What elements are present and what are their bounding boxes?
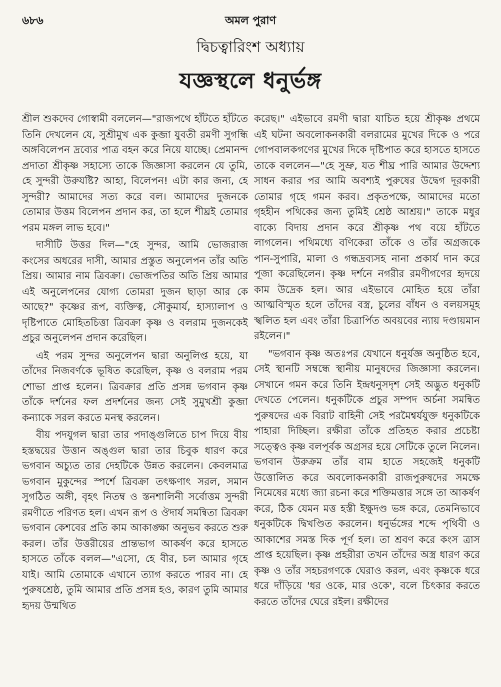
left-column	[22, 112, 248, 677]
running-head: অমল পুরাণ	[224, 14, 277, 27]
page-header	[22, 12, 479, 28]
left-paragraph-2: দাসীটি উত্তর দিল—"হে সুন্দর, আমি ভোজরাজ কংসের অধরের দাসী, আমার প্রস্তুত অনুলেপন তাঁর অতি প্রিয়। আমার নাম ত্রিবক্রা। ভোজপতির অতি প্রিয় আমার এই অনুলেপনের যোগ্য তোমরা দুজন ছাড়া আর কে আছে?" কৃষ্ণের রূপ, ব্যক্তিত্ব, সৌকুমার্য, হাস্যালাপ ও দৃষ্টিপাতে মোহিতচিত্তা ত্রিবক্রা কৃষ্ণ ও বলরাম দুজনকেই প্রচুর অনুলেপন প্রদান করেছিল।	[22, 240, 248, 344]
right-paragraph-1: করেছ।" এইভাবে রমণী দ্বারা যাচিত হয়ে শ্রীকৃষ্ণ প্রথমে এই ঘটনা অবলোকনকারী বলরামের মুখের দিকে ও পরে গোপবালকগণের মুখের দিকে দৃষ্টিপাত করে হাসতে হাসতে তাকে বললেন—"হে সুভ্রু, যত শীঘ্র পারি আমার উদ্দেশ্য সাধন করার পর আমি অবশ্যই পুরুষের উদ্বেগ দূরকারী তোমার গৃহে গমন করব। প্রকৃতপক্ষে, আমাদের মতো গৃহহীন পথিকের জন্য তুমিই শ্রেষ্ঠ আশ্রয়।" তাকে মধুর বাক্যে বিদায় প্রদান করে শ্রীকৃষ্ণ পথ বয়ে হাঁটতে লাগলেন। পথিমধ্যে বণিকেরা তাঁকে ও তাঁর অগ্রজকে পান-সুপারি, মালা ও গন্ধদ্রব্যসহ নানা প্রকার্য দান করে পূজা করেছিলেন। কৃষ্ণ দর্শনে নগরীর রমণীগণের হৃদয়ে কাম উদ্রেক হল। আর এইভাবে মোহিত হয়ে তাঁরা আত্মবিস্মৃত হলে তাঁদের বস্ত্র, চুলের বাঁধন ও বলয়সমূহ স্খলিত হল এবং তাঁরা চিত্রার্পিত অবয়বের ন্যায় দণ্ডায়মান রইলেন।"	[254, 114, 480, 342]
right-paragraph-2: "ভগবান কৃষ্ণ অতঃপর যেখানে ধনুর্যজ্ঞ অনুষ্ঠিত হবে, সেই স্থানটি সম্বন্ধে স্থানীয় মানুষদের জিজ্ঞাসা করলেন। সেখানে গমন করে তিনি ইন্দ্রধনুসদৃশ সেই অদ্ভুত ধনুকটি দেখতে পেলেন। ধনুকটিকে প্রচুর সম্পদ অর্চনা সমন্বিত পুরুষদের এক বিরাট বাহিনী সেই পরমৈশ্বর্যযুক্ত ধনুকটিকে পাহারা দিচ্ছিল। রক্ষীরা তাঁকে প্রতিহত করার প্রচেষ্টা সত্ত্বেও কৃষ্ণ বলপূর্বক অগ্রসর হয়ে সেটিকে তুলে নিলেন। ভগবান উরুক্রম তাঁর বাম হাতে সহজেই ধনুকটি উত্তোলিত করে অবলোকনকারী রাজপুরুষদের সমক্ষে নিমেষের মধ্যে জ্যা রচনা করে শক্তিমত্তার সঙ্গে তা আকর্ষণ করে, ঠিক যেমন মত্ত হস্তী ইক্ষুদণ্ড ভঙ্গ করে, তেমনিভাবে ধনুকটিকে দ্বিখণ্ডিত করলেন। ধনুর্ভঙ্গের শব্দে পৃথিবী ও আকাশের সমস্ত দিক পূর্ণ হল। তা শ্রবণ করে কংস ত্রাস প্রাপ্ত হয়েছিল। কৃষ্ণ প্রহরীরা তখন তাঁদের অস্ত্র ধারণ করে কৃষ্ণ ও তাঁর সহচরগণকে ঘেরাও করল, এবং কৃষ্ণকে ধরে ধরে দাঁড়িয়ে 'ধর ওকে, মার ওকে', বলে চিৎকার করতে করতে তাঁদের ঘেরে রইল। রক্ষীদের	[254, 348, 480, 608]
page-number: ৬৮৬	[22, 14, 44, 27]
left-paragraph-1: শ্রীল শুকদেব গোস্বামী বললেন—"রাজপথে হাঁটতে হাঁটতে তিনি দেখলেন যে, সুশ্রীমুখ এক কুব্জা যুবতী রমণী সুগন্ধি অঙ্গবিলেপন দ্রব্যের পাত্র বহন করে নিয়ে যাচ্ছে। প্রেমানন্দ প্রদাতা শ্রীকৃষ্ণ সহাস্যে তাকে জিজ্ঞাসা করলেন যে তুমি, হে সুন্দরী উরুযষ্টি? আহা, বিলেপন! এটা কার জন্য, হে সুন্দরী? আমাদের সত্য করে বল। আমাদের দুজনকে তোমার উত্তম বিলেপন প্রদান কর, তা হলে শীঘ্রই তোমার পরম মঙ্গল লাভ হবে।"	[22, 114, 248, 234]
left-paragraph-3: এই পরম সুন্দর অনুলেপন দ্বারা অনুলিপ্ত হয়ে, যা তাঁদের নিজবর্ণকে ভূষিত করেছিল, কৃষ্ণ ও বলরাম পরম শোভা প্রাপ্ত হলেন। ত্রিবক্রার প্রতি প্রসন্ন ভগবান কৃষ্ণ তাঁকে দর্শনের ফল প্রদর্শনের জন্য সেই সুমুখশ্রী কুব্জা কন্যাকে সরল করতে মনস্থ করলেন।	[22, 350, 248, 424]
right-column	[254, 112, 480, 677]
chapter-title: দ্বিচত্বারিংশ অধ্যায়	[196, 38, 305, 56]
left-paragraph-4: বীয় পদযুগল দ্বারা তার পদাঙ্গুলিতে চাপ দিয়ে বীয় হস্তদ্বয়ের উত্তান অঙ্গুল দ্বারা তার চিবুক ধারণ করে ভগবান অচ্যুত তার দেহটিকে উন্নত করলেন। কেবলমাত্র ভগবান মুকুন্দের স্পর্শে ত্রিবক্রা তৎক্ষণাৎ সরল, সমান সুগঠিত অঙ্গী, বৃহৎ নিতম্ব ও স্তনশালিনী সর্বোত্তম সুন্দরী রমণীতে পরিণত হল। এখন রূপ ও ঔদার্য সমন্বিতা ত্রিবক্রা ভগবান কেশবের প্রতি কাম আকাঙ্ক্ষা অনুভব করতে শুরু করল। তাঁর উত্তরীয়ের প্রান্তভাগ আকর্ষণ করে হাসতে হাসতে তাঁকে বলল—"এসো, হে বীর, চল আমার গৃহে যাই। আমি তোমাকে এখানে ত্যাগ করতে পারব না। হে পুরুষশ্রেষ্ঠ, তুমি আমার প্রতি প্রসন্ন হও, কারণ তুমি আমার হৃদয় উন্মথিত	[22, 430, 248, 612]
section-title: যজ্ঞস্থলে ধনুর্ভঙ্গ	[179, 69, 322, 94]
